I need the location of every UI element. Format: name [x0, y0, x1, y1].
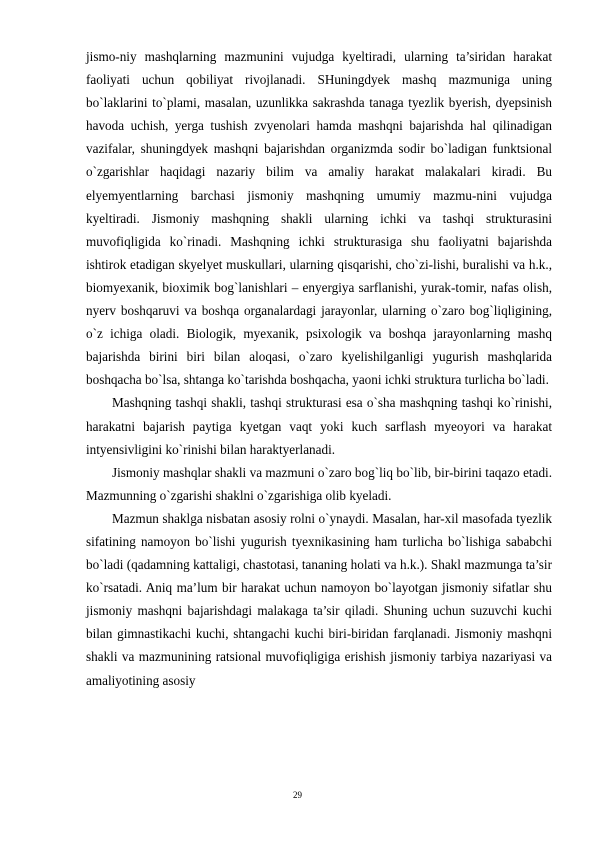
- page-number: 29: [293, 790, 302, 800]
- paragraph-2: Mashqning tashqi shakli, tashqi strukturasi esa o`sha mashqning tashqi ko`rinishi, harakatni bajarish paytiga kyetgan vaqt yoki kuch sarflash myeoyori va harakat intyensivligini ko`rinishi bilan haraktyerlanadi.: [86, 395, 552, 457]
- paragraph-1: jismo-niy mashqlarning mazmunini vujudga kyeltiradi, ularning ta’siridan harakat faoliyati uchun qobiliyat rivojlanadi. SHuningdyek mashq mazmuniga uning bo`laklarini to`plami, masalan, uzunlikka sakrashda tanaga tyezlik byerish, dyepsinish havoda uchish, yerga tushish zvyenolari hamda mashqni bajarishda hal qilinadigan vazifalar, shuningdyek mashqni bajarishdan organizmda sodir bo`ladigan funktsional o`zgarishlar haqidagi nazariy bilim va amaliy harakat malakalari kiradi. Bu elyemyentlarning barchasi jismoniy mashqning umumiy mazmu-nini vujudga kyeltiradi. Jismoniy mashqning shakli ularning ichki va tashqi strukturasini muvofiqligida ko`rinadi. Mashqning ichki strukturasiga shu faoliyatni bajarishda ishtirok etadigan skyelyet muskullari, ularning qisqarishi, cho`zi-lishi, buralishi va h.k., biomyexanik, bioximik bog`lanishlari – enyergiya sarflanishi, yurak-tomir, nafas olish, nyerv boshqaruvi va boshqa organalardagi jarayonlar, ularning o`zaro bog`liqligining, o`z ichiga oladi. Biologik, myexanik, psixologik va boshqa jarayonlarning mashq bajarishda birini biri bilan aloqasi, o`zaro kyelishilganligi yugurish mashqlarida boshqacha bo`lsa, shtanga ko`tarishda boshqacha, yaoni ichki struktura turlicha bo`ladi.: [86, 49, 552, 388]
- paragraph-3: Jismoniy mashqlar shakli va mazmuni o`zaro bog`liq bo`lib, bir-birini taqazo etadi. Mazmunning o`zgarishi shaklni o`zgarishiga olib kyeladi.: [86, 464, 552, 503]
- paragraph-4: Mazmun shaklga nisbatan asosiy rolni o`ynaydi. Masalan, har-xil masofada tyezlik sifatining namoyon bo`lishi yugurish tyexnikasining ham turlicha bo`lishiga sababchi bo`ladi (qadamning kattaligi, chastotasi, tananing holati va h.k.). Shakl mazmunga ta’sir ko`rsatadi. Aniq ma’lum bir harakat uchun namoyon bo`layotgan jismoniy sifatlar shu jismoniy mashqni bajarishdagi malakaga ta’sir qiladi. Shuning uchun suzuvchi kuchi bilan gimnastikachi kuchi, shtangachi kuchi biri-biridan farqlanadi. Jismoniy mashqni shakli va mazmunining ratsional muvofiqligiga erishish jismoniy tarbiya nazariyasi va amaliyotining asosiy: [86, 510, 552, 688]
- document-body: [86, 45, 552, 692]
